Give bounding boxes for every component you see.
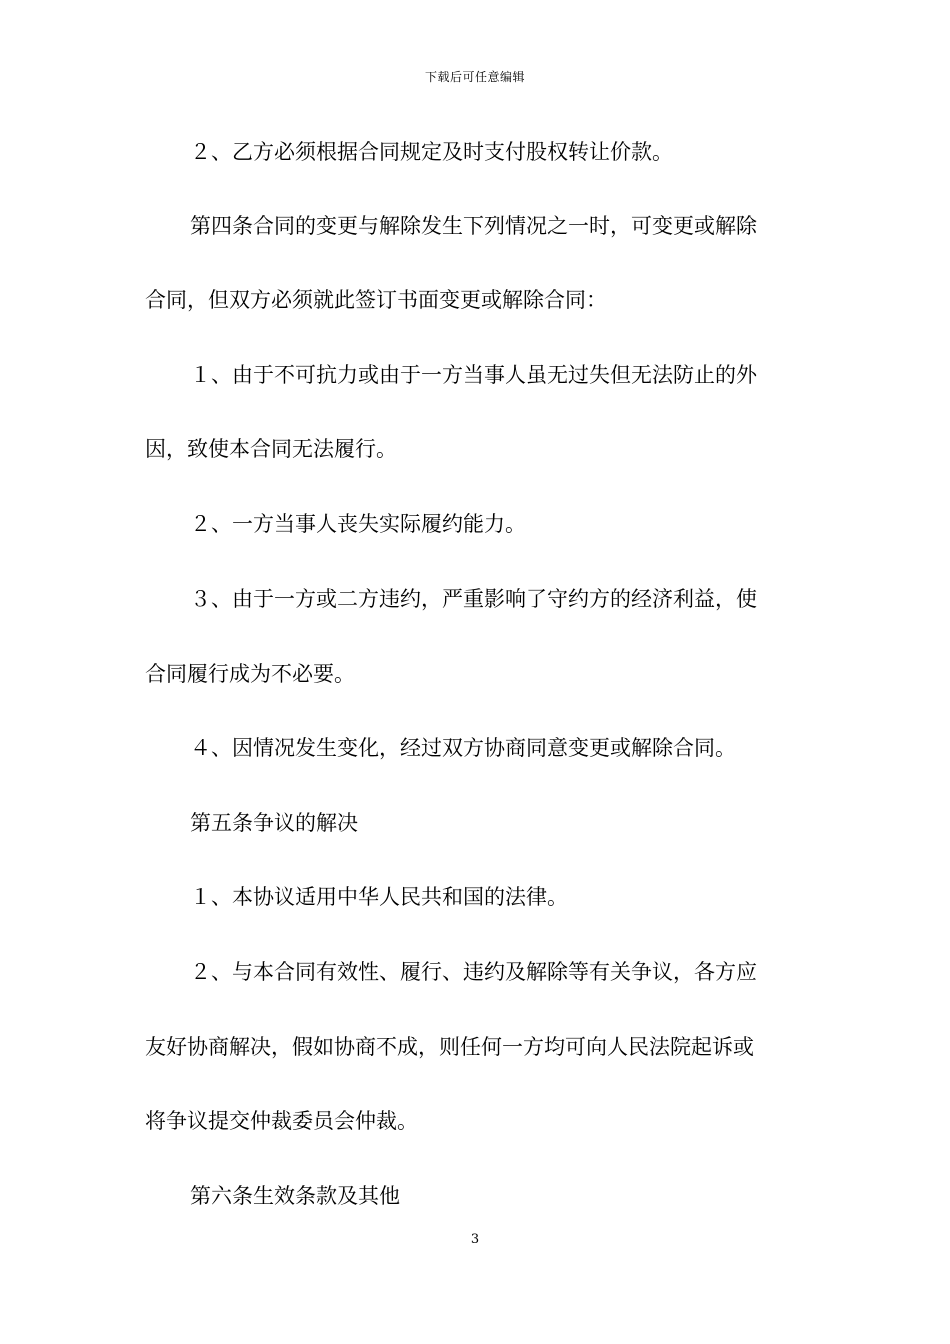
paragraph-line: 合同履行成为不必要。	[145, 662, 355, 686]
paragraph-line: １、由于不可抗力或由于一方当事人虽无过失但无法防止的外	[190, 363, 757, 387]
paragraph-line: ３、由于一方或二方违约，严重影响了守约方的经济利益，使	[190, 587, 757, 611]
section-heading: 第五条争议的解决	[190, 811, 358, 835]
paragraph-line: 因，致使本合同无法履行。	[145, 437, 397, 461]
paragraph-line: 友好协商解决，假如协商不成，则任何一方均可向人民法院起诉或	[145, 1035, 754, 1059]
paragraph-line: 合同，但双方必须就此签订书面变更或解除合同：	[145, 288, 607, 312]
page-header: 下载后可任意编辑	[424, 70, 525, 84]
paragraph-line: 第四条合同的变更与解除发生下列情况之一时，可变更或解除	[190, 214, 757, 238]
paragraph-line: １、本协议适用中华人民共和国的法律。	[190, 885, 568, 909]
paragraph-line: ４、因情况发生变化，经过双方协商同意变更或解除合同。	[190, 736, 736, 760]
paragraph-line: 将争议提交仲裁委员会仲裁。	[145, 1109, 418, 1133]
paragraph-line: ２、一方当事人丧失实际履约能力。	[190, 512, 526, 536]
paragraph-line: ２、与本合同有效性、履行、违约及解除等有关争议，各方应	[190, 960, 757, 984]
page-number: 3	[470, 1232, 480, 1247]
section-heading: 第六条生效条款及其他	[190, 1184, 400, 1208]
paragraph-line: ２、乙方必须根据合同规定及时支付股权转让价款。	[190, 140, 673, 164]
